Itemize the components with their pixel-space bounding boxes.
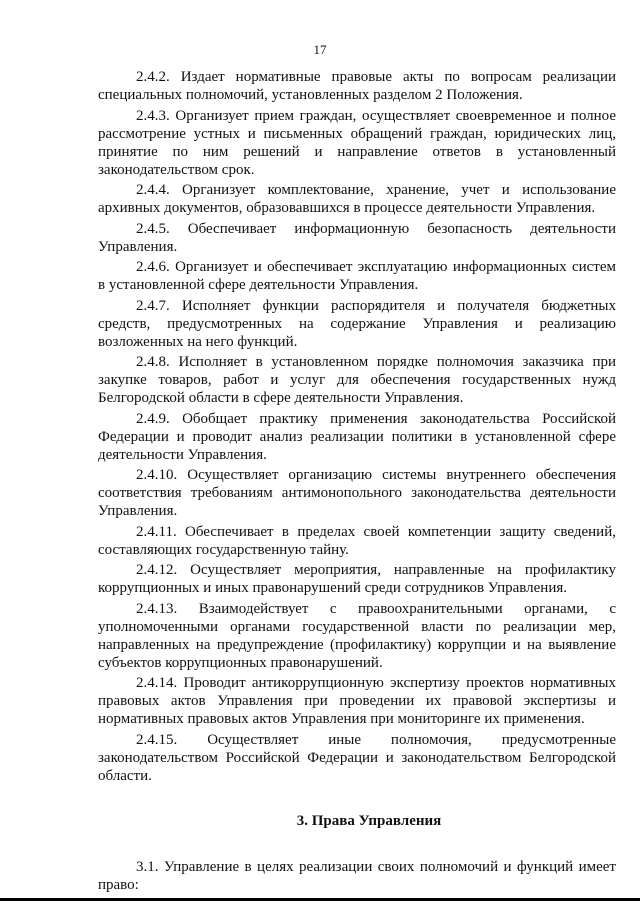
scan-edge-line <box>0 898 640 901</box>
document-body <box>98 68 616 896</box>
paragraph: 3.1. Управление в целях реализации своих полномочий и функций имеет право: <box>98 858 616 893</box>
paragraph: 2.4.12. Осуществляет мероприятия, направленные на профилактику коррупционных и иных правонарушений среди сотрудников Управления. <box>98 562 616 596</box>
paragraph: 2.4.8. Исполняет в установленном порядке полномочия заказчика при закупке товаров, работ и услуг для обеспечения государственных нужд Белгородской области в сфере деятельности Управления. <box>98 354 616 406</box>
paragraph: 2.4.14. Проводит антикоррупционную экспертизу проектов нормативных правовых актов Управления при проведении их правовой экспертизы и нормативных правовых актов Управления при мониторинге их применения. <box>98 675 616 727</box>
paragraph: 2.4.6. Организует и обеспечивает эксплуатацию информационных систем в установленной сфере деятельности Управления. <box>98 259 616 293</box>
page-number: 17 <box>313 42 327 57</box>
section-3-list <box>98 858 616 894</box>
section-2-list <box>98 68 616 785</box>
paragraph: 2.4.7. Исполняет функции распорядителя и получателя бюджетных средств, предусмотренных на содержание Управления и реализацию возложенных на него функций. <box>98 297 616 350</box>
paragraph: 2.4.5. Обеспечивает информационную безопасность деятельности Управления. <box>98 220 616 255</box>
paragraph: 2.4.2. Издает нормативные правовые акты по вопросам реализации специальных полномочий, установленных разделом 2 Положения. <box>98 69 616 103</box>
paragraph: 2.4.11. Обеспечивает в пределах своей компетенции защиту сведений, составляющих государственную тайну. <box>98 523 616 558</box>
paragraph: 2.4.4. Организует комплектование, хранение, учет и использование архивных документов, образовавшихся в процессе деятельности Управления. <box>98 182 616 216</box>
section-3-heading: 3. Права Управления <box>296 812 442 829</box>
paragraph: 2.4.9. Обобщает практику применения законодательства Российской Федерации и проводит анализ реализации политики в установленной сфере деятельности Управления. <box>98 410 616 463</box>
paragraph: 2.4.10. Осуществляет организацию системы внутреннего обеспечения соответствия требованиям антимонопольного законодательства деятельности Управления. <box>98 467 616 519</box>
paragraph: 2.4.15. Осуществляет иные полномочия, предусмотренные законодательством Российской Федерации и законодательством Белгородской области. <box>98 731 616 784</box>
paragraph: 2.4.13. Взаимодействует с правоохранительными органами, с уполномоченными органами государственной власти по реализации мер, направленных на предупреждение (профилактику) коррупции и на выявление субъектов коррупционных правонарушений. <box>98 600 616 671</box>
paragraph: 2.4.3. Организует прием граждан, осуществляет своевременное и полное рассмотрение устных и письменных обращений граждан, юридических лиц, принятие по ним решений и направление ответов в установленный законодательством срок. <box>98 107 616 178</box>
